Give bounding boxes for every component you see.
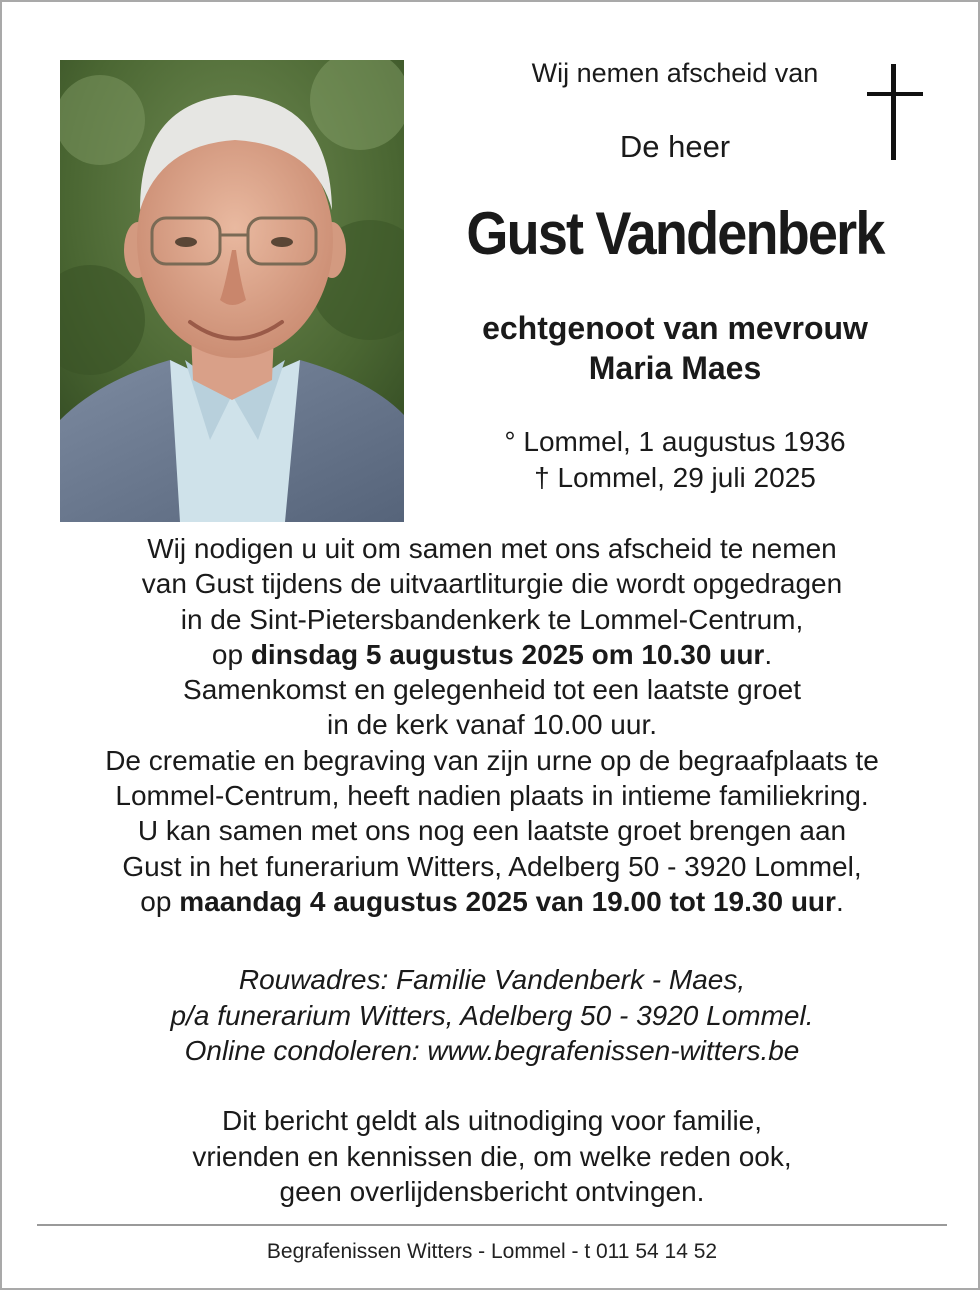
invitation-line: Gust in het funerarium Witters, Adelberg 50 - 3920 Lommel, bbox=[122, 850, 862, 882]
invitation-line: Samenkomst en gelegenheid tot een laatste groet bbox=[183, 674, 801, 706]
notice-line: geen overlijdensbericht ontvingen. bbox=[279, 1176, 705, 1207]
life-dates bbox=[432, 424, 918, 496]
birth-line: ° Lommel, 1 augustus 1936 bbox=[504, 426, 846, 457]
address-line: Rouwadres: Familie Vandenberk - Maes, bbox=[238, 964, 746, 995]
invitation-line: De crematie en begraving van zijn urne op de begraafplaats te bbox=[105, 744, 879, 776]
invitation-line-service-date bbox=[32, 637, 952, 672]
death-line: † Lommel, 29 juli 2025 bbox=[534, 462, 816, 493]
visitation-suffix: . bbox=[835, 885, 844, 917]
notice-line: Dit bericht geldt als uitnodiging voor familie, bbox=[221, 1105, 763, 1136]
invitation-line-visitation-date bbox=[32, 884, 952, 919]
deceased-name: Gust Vandenberk bbox=[466, 200, 884, 267]
intro-text: Wij nemen afscheid van bbox=[531, 58, 819, 88]
notice-text bbox=[32, 1103, 952, 1210]
honorific: De heer bbox=[619, 129, 731, 164]
invitation-line: van Gust tijdens de uitvaartliturgie die wordt opgedragen bbox=[141, 568, 843, 600]
visitation-datetime: maandag 4 augustus 2025 van 19.00 tot 19.30 uur bbox=[179, 885, 836, 917]
mourning-address bbox=[32, 962, 952, 1069]
service-suffix: . bbox=[764, 638, 773, 670]
visitation-prefix: op bbox=[140, 885, 180, 917]
service-prefix: op bbox=[211, 638, 251, 670]
invitation-line: in de kerk vanaf 10.00 uur. bbox=[327, 709, 657, 741]
invitation-text bbox=[32, 531, 952, 919]
service-datetime: dinsdag 5 augustus 2025 om 10.30 uur bbox=[250, 638, 765, 670]
spouse-line-1: echtgenoot van mevrouw bbox=[482, 310, 868, 346]
address-line: p/a funerarium Witters, Adelberg 50 - 3920 Lommel. bbox=[170, 999, 814, 1031]
invitation-line: Wij nodigen u uit om samen met ons afscheid te nemen bbox=[147, 533, 837, 564]
portrait-photo bbox=[60, 60, 404, 522]
spouse-line-2: Maria Maes bbox=[588, 350, 762, 386]
footer-divider bbox=[37, 1224, 947, 1226]
invitation-line: in de Sint-Pietersbandenkerk te Lommel-Centrum, bbox=[180, 603, 804, 635]
spouse-block bbox=[432, 308, 918, 388]
invitation-line: U kan samen met ons nog een laatste groet brengen aan bbox=[137, 815, 847, 847]
condolence-link: Online condoleren: www.begrafenissen-witters.be bbox=[184, 1035, 800, 1066]
notice-line: vrienden en kennissen die, om welke reden ook, bbox=[192, 1140, 792, 1172]
invitation-line: Lommel-Centrum, heeft nadien plaats in intieme familiekring. bbox=[115, 780, 869, 812]
footer-credit: Begrafenissen Witters - Lommel - t 011 54 14 52 bbox=[266, 1240, 718, 1263]
